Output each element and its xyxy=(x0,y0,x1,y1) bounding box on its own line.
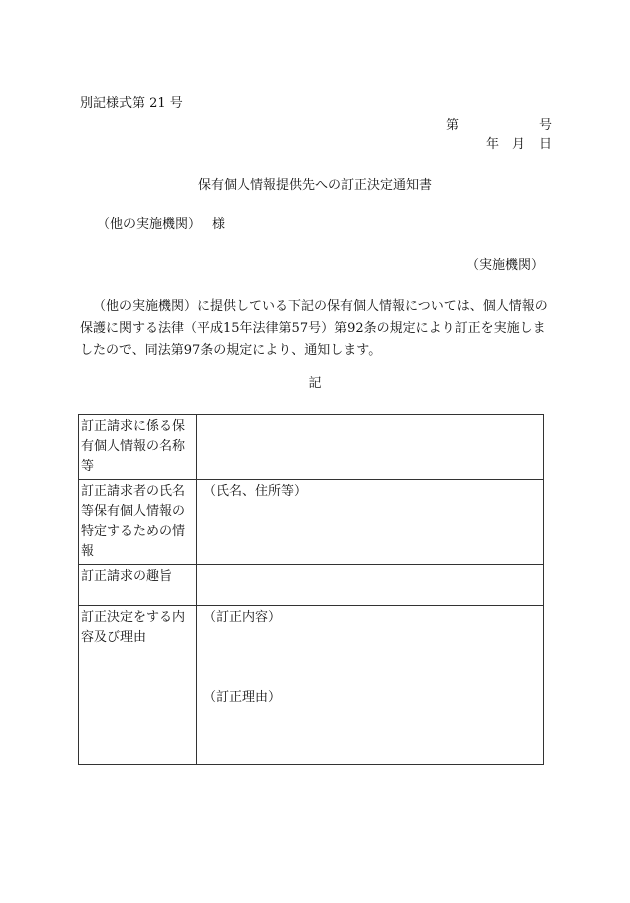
table-label-cell: 訂正決定をする内容及び理由 xyxy=(79,606,197,765)
table-value-cell xyxy=(197,565,544,606)
date-month: 月 xyxy=(512,137,526,152)
correction-reason-label: （訂正理由） xyxy=(203,690,282,705)
table-value-cell xyxy=(197,606,544,765)
table-label-cell: 訂正請求に係る保有個人情報の名称等 xyxy=(79,415,197,480)
recipient-honorific: 様 xyxy=(212,217,226,232)
doc-number-suffix: 号 xyxy=(539,118,553,133)
doc-number-prefix: 第 xyxy=(446,118,460,133)
sender-name: （実施機関） xyxy=(465,258,544,273)
table-value-cell xyxy=(197,415,544,480)
table-row xyxy=(79,480,544,565)
ki-heading: 記 xyxy=(308,376,322,391)
correction-content-label: （訂正内容） xyxy=(203,610,282,625)
date-year: 年 xyxy=(486,137,500,152)
table-row xyxy=(79,565,544,606)
recipient-name: （他の実施機関） xyxy=(97,217,202,232)
table-row xyxy=(79,606,544,765)
table-label-cell: 訂正請求の趣旨 xyxy=(79,565,197,606)
form-number: 別記様式第 21 号 xyxy=(80,96,183,111)
table-row xyxy=(79,415,544,480)
table-label-cell: 訂正請求者の氏名等保有個人情報の特定するための情報 xyxy=(79,480,197,565)
table-value-text: （氏名、住所等） xyxy=(203,484,308,499)
record-table xyxy=(78,414,544,765)
body-paragraph: （他の実施機関）に提供している下記の保有個人情報については、個人情報の保護に関する法律（平成15年法律第57号）第92条の規定により訂正を実施しましたので、同法第97条の規定により、通知します。 xyxy=(80,299,548,358)
date-day: 日 xyxy=(539,137,553,152)
document-title: 保有個人情報提供先への訂正決定通知書 xyxy=(197,178,432,193)
table-value-cell xyxy=(197,480,544,565)
